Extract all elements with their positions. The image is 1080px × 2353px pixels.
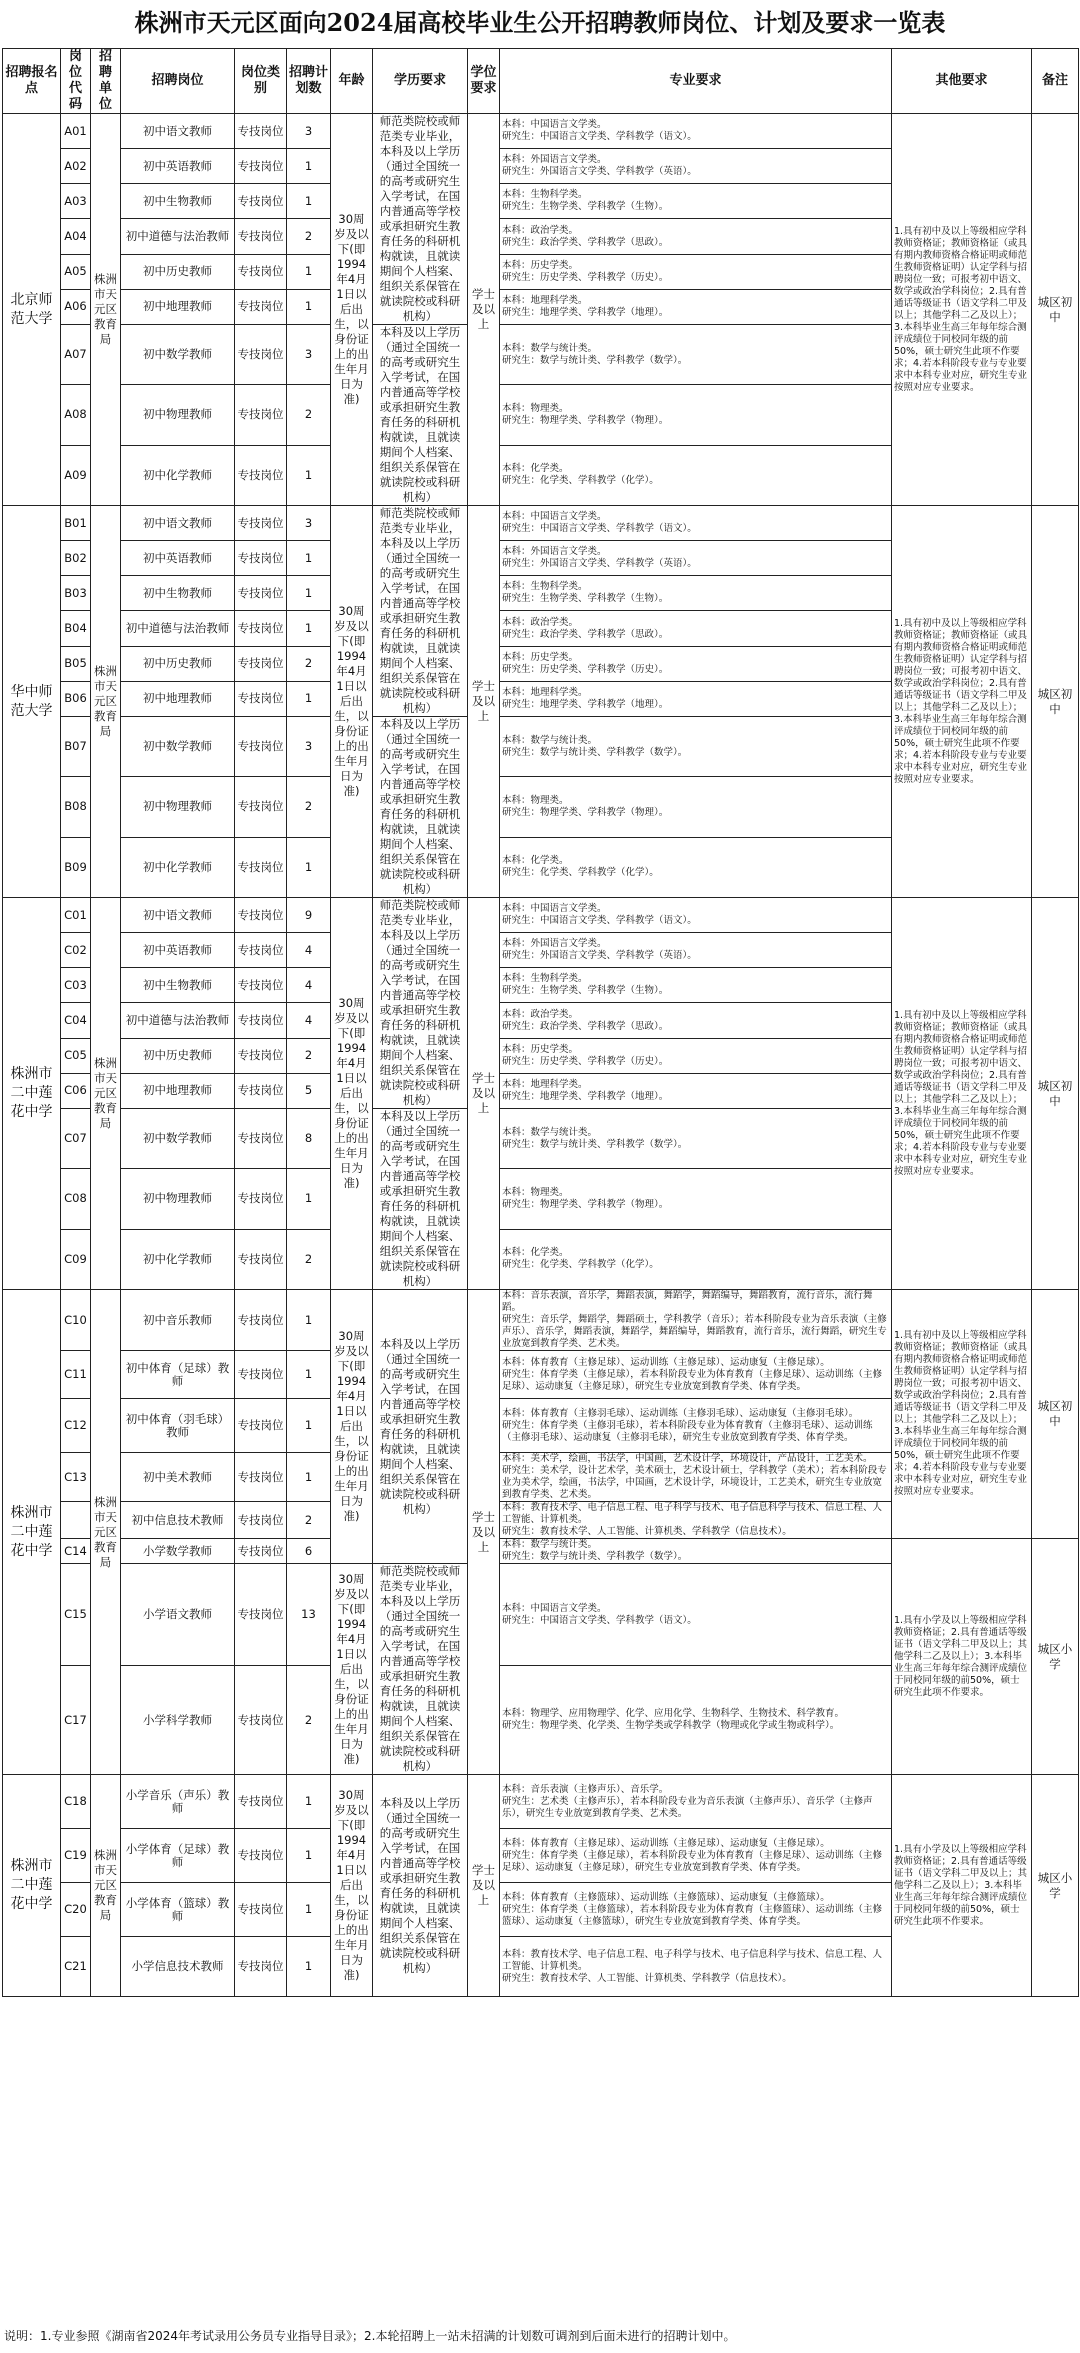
post-count: 2 — [287, 646, 331, 681]
post-count: 1 — [287, 1399, 331, 1453]
major-requirement: 本科：物理学、应用物理学、化学、应用化学、生物科学、生物技术、科学教育。 研究生：物理学类、化学类、生物学类或学科教学（物理或化学或生物或科学）。 — [500, 1666, 892, 1775]
major-requirement: 本科：中国语言文学类。 研究生：中国语言文学类、学科教学（语文）。 — [500, 114, 892, 149]
post-type: 专技岗位 — [235, 1564, 287, 1666]
post-name: 初中数学教师 — [121, 717, 235, 777]
header-edu: 学历要求 — [373, 49, 468, 114]
post-name: 小学数学教师 — [121, 1539, 235, 1564]
post-name: 初中化学教师 — [121, 837, 235, 897]
post-count: 1 — [287, 1453, 331, 1502]
post-count: 1 — [287, 184, 331, 219]
position-code: C08 — [61, 1169, 91, 1229]
dept-cell: 株洲市天元区教育局 — [91, 114, 121, 506]
post-type: 专技岗位 — [235, 968, 287, 1003]
edu-requirement: 师范类院校或师范类专业毕业，本科及以上学历（通过全国统一的高考或研究生入学考试，在国内普通高等学校或承担研究生教育任务的科研机构就读，且就读期间个人档案、组织关系保管在就读院校或科研机构） — [373, 114, 468, 325]
major-requirement: 本科：数学与统计类。 研究生：数学与统计类、学科教学（数学）。 — [500, 1539, 892, 1564]
post-name: 初中物理教师 — [121, 777, 235, 837]
post-type: 专技岗位 — [235, 149, 287, 184]
major-requirement: 本科：外国语言文学类。 研究生：外国语言文学类、学科教学（英语）。 — [500, 541, 892, 576]
major-requirement: 本科：体育教育（主修足球）、运动训练（主修足球）、运动康复（主修足球）。 研究生：体育学类（主修足球），若本科阶段专业为体育教育（主修足球）、运动训练（主修足球）、运动康复（主修足球），研究生专业放宽到教育学类、体育学类。 — [500, 1351, 892, 1399]
post-type: 专技岗位 — [235, 1229, 287, 1289]
recruitment-table — [2, 48, 1079, 1997]
post-type: 专技岗位 — [235, 114, 287, 149]
major-requirement: 本科：生物科学类。 研究生：生物学类、学科教学（生物）。 — [500, 576, 892, 611]
major-requirement: 本科：体育教育（主修足球）、运动训练（主修足球）、运动康复（主修足球）。 研究生：体育学类（主修足球），若本科阶段专业为体育教育（主修足球）、运动训练（主修足球）、运动康复（主修足球），研究生专业放宽到教育学类、体育学类。 — [500, 1829, 892, 1883]
post-name: 初中生物教师 — [121, 968, 235, 1003]
post-name: 初中美术教师 — [121, 1453, 235, 1502]
post-count: 2 — [287, 1229, 331, 1289]
major-requirement: 本科：地理科学类。 研究生：地理学类、学科教学（地理）。 — [500, 289, 892, 324]
post-name: 初中音乐教师 — [121, 1290, 235, 1351]
post-type: 专技岗位 — [235, 1453, 287, 1502]
major-requirement: 本科：政治学类。 研究生：政治学类、学科教学（思政）。 — [500, 219, 892, 254]
post-type: 专技岗位 — [235, 1775, 287, 1829]
major-requirement: 本科：历史学类。 研究生：历史学类、学科教学（历史）。 — [500, 646, 892, 681]
post-count: 1 — [287, 1290, 331, 1351]
position-code: C12 — [61, 1399, 91, 1453]
post-type: 专技岗位 — [235, 646, 287, 681]
major-requirement: 本科：化学类。 研究生：化学类、学科教学（化学）。 — [500, 445, 892, 505]
post-count: 6 — [287, 1539, 331, 1564]
post-count: 1 — [287, 837, 331, 897]
post-name: 初中数学教师 — [121, 1109, 235, 1169]
post-name: 小学信息技术教师 — [121, 1937, 235, 1997]
post-count: 4 — [287, 968, 331, 1003]
post-name: 初中地理教师 — [121, 1073, 235, 1108]
table-row — [3, 898, 1079, 933]
age-requirement: 30周岁及以下(即1994年4月1日以后出生，以身份证上的出生年月日为准) — [331, 1564, 373, 1775]
degree-requirement: 学士及以上 — [468, 1775, 500, 1997]
degree-requirement: 学士及以上 — [468, 506, 500, 898]
position-code: B08 — [61, 777, 91, 837]
post-count: 1 — [287, 1169, 331, 1229]
header-type: 岗位类别 — [235, 49, 287, 114]
position-code: C04 — [61, 1003, 91, 1038]
table-row — [3, 506, 1079, 541]
post-type: 专技岗位 — [235, 933, 287, 968]
major-requirement: 本科：外国语言文学类。 研究生：外国语言文学类、学科教学（英语）。 — [500, 149, 892, 184]
position-code: C20 — [61, 1883, 91, 1937]
position-code: C01 — [61, 898, 91, 933]
major-requirement: 本科：中国语言文学类。 研究生：中国语言文学类、学科教学（语文）。 — [500, 506, 892, 541]
major-requirement: 本科：生物科学类。 研究生：生物学类、学科教学（生物）。 — [500, 968, 892, 1003]
post-count: 2 — [287, 1502, 331, 1539]
position-code: B03 — [61, 576, 91, 611]
degree-requirement: 学士及以上 — [468, 1290, 500, 1775]
post-type: 专技岗位 — [235, 1539, 287, 1564]
post-name: 初中数学教师 — [121, 325, 235, 385]
note-cell: 城区小学 — [1032, 1539, 1079, 1775]
post-count: 1 — [287, 289, 331, 324]
position-code: C10 — [61, 1290, 91, 1351]
post-count: 3 — [287, 325, 331, 385]
post-name: 初中生物教师 — [121, 576, 235, 611]
other-requirement: 1.具有小学及以上等级相应学科教师资格证；2.具有普通话等级证书（语文学科二甲及以上；其他学科二乙及以上）；3.本科毕业生高三年每年综合测评成绩位于同校同年级的前50%，硕士研究生此项不作要求。 — [892, 1539, 1032, 1775]
post-type: 专技岗位 — [235, 1169, 287, 1229]
position-code: C11 — [61, 1351, 91, 1399]
age-requirement: 30周岁及以下(即1994年4月1日以后出生，以身份证上的出生年月日为准) — [331, 1290, 373, 1564]
post-type: 专技岗位 — [235, 1829, 287, 1883]
other-requirement: 1.具有初中及以上等级相应学科教师资格证；教师资格证（或具有期内教师资格合格证明或师范生教师资格证明）认定学科与招聘岗位一致；可报考初中语文、数学或政治学科岗位；2.具有普通话等级证书（语文学科二甲及以上；其他学科二乙及以上）；3.本科毕业生高三年每年综合测评成绩位于同校同年级的前50%，硕士研究生此项不作要求；4.若本科阶段专业与专业要求中本科专业对应，研究生专业按照对应专业要求。 — [892, 898, 1032, 1290]
school-cell: 株洲市二中莲花中学 — [3, 898, 61, 1290]
post-name: 初中体育（羽毛球）教师 — [121, 1399, 235, 1453]
school-cell: 株洲市二中莲花中学 — [3, 1290, 61, 1775]
position-code: A08 — [61, 385, 91, 445]
edu-requirement: 师范类院校或师范类专业毕业，本科及以上学历（通过全国统一的高考或研究生入学考试，在国内普通高等学校或承担研究生教育任务的科研机构就读，且就读期间个人档案、组织关系保管在就读院校或科研机构） — [373, 898, 468, 1109]
post-count: 1 — [287, 1937, 331, 1997]
header-degree: 学位要求 — [468, 49, 500, 114]
post-name: 初中道德与法治教师 — [121, 219, 235, 254]
post-count: 3 — [287, 717, 331, 777]
post-name: 小学体育（足球）教师 — [121, 1829, 235, 1883]
header-major: 专业要求 — [500, 49, 892, 114]
position-code: C19 — [61, 1829, 91, 1883]
page-title: 株洲市天元区面向2024届高校毕业生公开招聘教师岗位、计划及要求一览表 — [134, 8, 946, 37]
position-code: C03 — [61, 968, 91, 1003]
major-requirement: 本科：物理类。 研究生：物理学类、学科教学（物理）。 — [500, 385, 892, 445]
major-requirement: 本科：教育技术学、电子信息工程、电子科学与技术、电子信息科学与技术、信息工程、人工智能、计算机类。 研究生：教育技术学、人工智能、计算机类、学科教学（信息技术）。 — [500, 1502, 892, 1539]
age-requirement: 30周岁及以下(即1994年4月1日以后出生，以身份证上的出生年月日为准) — [331, 114, 373, 506]
post-count: 9 — [287, 898, 331, 933]
post-type: 专技岗位 — [235, 385, 287, 445]
post-name: 小学科学教师 — [121, 1666, 235, 1775]
edu-requirement: 本科及以上学历（通过全国统一的高考或研究生入学考试，在国内普通高等学校或承担研究生教育任务的科研机构就读，且就读期间个人档案、组织关系保管在就读院校或科研机构） — [373, 717, 468, 898]
other-requirement: 1.具有小学及以上等级相应学科教师资格证；2.具有普通话等级证书（语文学科二甲及以上；其他学科二乙及以上）；3.本科毕业生高三年每年综合测评成绩位于同校同年级的前50%，硕士研究生此项不作要求。 — [892, 1775, 1032, 1997]
post-type: 专技岗位 — [235, 717, 287, 777]
position-code: C09 — [61, 1229, 91, 1289]
position-code: A03 — [61, 184, 91, 219]
major-requirement: 本科：中国语言文学类。 研究生：中国语言文学类、学科教学（语文）。 — [500, 898, 892, 933]
major-requirement: 本科：美术学，绘画，书法学，中国画，艺术设计学，环境设计，产品设计，工艺美术。 研究生：美术学，设计艺术学，美术硕士，艺术设计硕士，学科教学（美术）；若本科阶段专业为美术学，绘画，书法学，中国画，艺术设计学，环境设计，工艺美术，研究生专业放宽到教育学类、艺术类。 — [500, 1453, 892, 1502]
post-type: 专技岗位 — [235, 1666, 287, 1775]
post-type: 专技岗位 — [235, 576, 287, 611]
school-cell: 株洲市二中莲花中学 — [3, 1775, 61, 1997]
major-requirement: 本科：数学与统计类。 研究生：数学与统计类、学科教学（数学）。 — [500, 325, 892, 385]
post-name: 初中英语教师 — [121, 149, 235, 184]
post-count: 1 — [287, 445, 331, 505]
post-type: 专技岗位 — [235, 289, 287, 324]
position-code: A01 — [61, 114, 91, 149]
post-type: 专技岗位 — [235, 325, 287, 385]
edu-requirement: 本科及以上学历（通过全国统一的高考或研究生入学考试，在国内普通高等学校或承担研究生教育任务的科研机构就读，且就读期间个人档案、组织关系保管在就读院校或科研机构） — [373, 1109, 468, 1290]
post-count: 2 — [287, 777, 331, 837]
position-code: B06 — [61, 681, 91, 716]
post-name: 初中信息技术教师 — [121, 1502, 235, 1539]
post-count: 1 — [287, 149, 331, 184]
header-school: 招聘报名点 — [3, 49, 61, 114]
position-code: C14 — [61, 1539, 91, 1564]
major-requirement: 本科：物理类。 研究生：物理学类、学科教学（物理）。 — [500, 777, 892, 837]
post-name: 初中物理教师 — [121, 1169, 235, 1229]
edu-requirement: 本科及以上学历（通过全国统一的高考或研究生入学考试，在国内普通高等学校或承担研究生教育任务的科研机构就读，且就读期间个人档案、组织关系保管在就读院校或科研机构） — [373, 1290, 468, 1564]
major-requirement: 本科：化学类。 研究生：化学类、学科教学（化学）。 — [500, 837, 892, 897]
post-name: 初中物理教师 — [121, 385, 235, 445]
header-row — [3, 49, 1079, 114]
header-note: 备注 — [1032, 49, 1079, 114]
post-type: 专技岗位 — [235, 1290, 287, 1351]
major-requirement: 本科：历史学类。 研究生：历史学类、学科教学（历史）。 — [500, 1038, 892, 1073]
major-requirement: 本科：数学与统计类。 研究生：数学与统计类、学科教学（数学）。 — [500, 1109, 892, 1169]
post-type: 专技岗位 — [235, 1109, 287, 1169]
post-name: 小学音乐（声乐）教师 — [121, 1775, 235, 1829]
major-requirement: 本科：音乐表演（主修声乐）、音乐学。 研究生：艺术类（主修声乐），若本科阶段专业为音乐表演（主修声乐）、音乐学（主修声乐），研究生专业放宽到教育学类、艺术类。 — [500, 1775, 892, 1829]
post-type: 专技岗位 — [235, 1038, 287, 1073]
post-name: 初中历史教师 — [121, 646, 235, 681]
other-requirement: 1.具有初中及以上等级相应学科教师资格证；教师资格证（或具有期内教师资格合格证明或师范生教师资格证明）认定学科与招聘岗位一致；可报考初中语文、数学或政治学科岗位；2.具有普通话等级证书（语文学科二甲及以上；其他学科二乙及以上）；3.本科毕业生高三年每年综合测评成绩位于同校同年级的前50%，硕士研究生此项不作要求；4.若本科阶段专业与专业要求中本科专业对应，研究生专业按照对应专业要求。 — [892, 114, 1032, 506]
footnote: 说明：1.专业参照《湖南省2024年考试录用公务员专业指导目录》；2.本轮招聘上一站未招满的计划数可调剂到后面未进行的招聘计划中。 — [4, 2329, 736, 2343]
note-cell: 城区小学 — [1032, 1775, 1079, 1997]
major-requirement: 本科：外国语言文学类。 研究生：外国语言文学类、学科教学（英语）。 — [500, 933, 892, 968]
position-code: C13 — [61, 1453, 91, 1502]
post-type: 专技岗位 — [235, 898, 287, 933]
degree-requirement: 学士及以上 — [468, 898, 500, 1290]
post-type: 专技岗位 — [235, 681, 287, 716]
post-name: 初中历史教师 — [121, 1038, 235, 1073]
post-count: 1 — [287, 1775, 331, 1829]
position-code: A07 — [61, 325, 91, 385]
position-code — [61, 1502, 91, 1539]
header-dept: 招聘单位 — [91, 49, 121, 114]
post-name: 小学体育（篮球）教师 — [121, 1883, 235, 1937]
position-code: B05 — [61, 646, 91, 681]
post-name: 初中语文教师 — [121, 506, 235, 541]
post-type: 专技岗位 — [235, 837, 287, 897]
header-post: 招聘岗位 — [121, 49, 235, 114]
post-type: 专技岗位 — [235, 1883, 287, 1937]
post-name: 初中语文教师 — [121, 898, 235, 933]
post-count: 1 — [287, 541, 331, 576]
note-cell: 城区初中 — [1032, 1290, 1079, 1539]
post-count: 2 — [287, 219, 331, 254]
header-code: 岗位代码 — [61, 49, 91, 114]
major-requirement: 本科：地理科学类。 研究生：地理学类、学科教学（地理）。 — [500, 1073, 892, 1108]
major-requirement: 本科：音乐表演，音乐学，舞蹈表演，舞蹈学，舞蹈编导，舞蹈教育，流行音乐，流行舞蹈。 研究生：音乐学，舞蹈学，舞蹈硕士，学科教学（音乐）；若本科阶段专业为音乐表演（主修声乐）、音乐学，舞蹈表演，舞蹈学，舞蹈编导，舞蹈教育，流行音乐，流行舞蹈，研究生专业放宽到教育学类、艺术类。 — [500, 1290, 892, 1351]
major-requirement: 本科：政治学类。 研究生：政治学类、学科教学（思政）。 — [500, 611, 892, 646]
header-count: 招聘计划数 — [287, 49, 331, 114]
degree-requirement: 学士及以上 — [468, 114, 500, 506]
position-code: C21 — [61, 1937, 91, 1997]
table-row — [3, 114, 1079, 149]
post-type: 专技岗位 — [235, 777, 287, 837]
post-type: 专技岗位 — [235, 541, 287, 576]
post-name: 初中地理教师 — [121, 289, 235, 324]
major-requirement: 本科：中国语言文学类。 研究生：中国语言文学类、学科教学（语文）。 — [500, 1564, 892, 1666]
major-requirement: 本科：体育教育（主修篮球）、运动训练（主修篮球）、运动康复（主修篮球）。 研究生：体育学类（主修篮球），若本科阶段专业为体育教育（主修篮球）、运动训练（主修篮球）、运动康复（主修篮球），研究生专业放宽到教育学类、体育学类。 — [500, 1883, 892, 1937]
post-type: 专技岗位 — [235, 1502, 287, 1539]
school-cell: 北京师范大学 — [3, 114, 61, 506]
post-name: 初中道德与法治教师 — [121, 611, 235, 646]
post-count: 1 — [287, 576, 331, 611]
position-code: A06 — [61, 289, 91, 324]
dept-cell: 株洲市天元区教育局 — [91, 1775, 121, 1997]
major-requirement: 本科：政治学类。 研究生：政治学类、学科教学（思政）。 — [500, 1003, 892, 1038]
post-type: 专技岗位 — [235, 254, 287, 289]
post-count: 1 — [287, 611, 331, 646]
post-type: 专技岗位 — [235, 184, 287, 219]
major-requirement: 本科：教育技术学、电子信息工程、电子科学与技术、电子信息科学与技术、信息工程、人工智能、计算机类。 研究生：教育技术学、人工智能、计算机类、学科教学（信息技术）。 — [500, 1937, 892, 1997]
position-code: A09 — [61, 445, 91, 505]
note-cell: 城区初中 — [1032, 898, 1079, 1290]
post-count: 1 — [287, 254, 331, 289]
header-age: 年龄 — [331, 49, 373, 114]
table-row — [3, 1290, 1079, 1351]
school-cell: 华中师范大学 — [3, 506, 61, 898]
age-requirement: 30周岁及以下(即1994年4月1日以后出生，以身份证上的出生年月日为准) — [331, 1775, 373, 1997]
post-type: 专技岗位 — [235, 1003, 287, 1038]
post-type: 专技岗位 — [235, 1937, 287, 1997]
post-type: 专技岗位 — [235, 1351, 287, 1399]
edu-requirement: 师范类院校或师范类专业毕业，本科及以上学历（通过全国统一的高考或研究生入学考试，在国内普通高等学校或承担研究生教育任务的科研机构就读，且就读期间个人档案、组织关系保管在就读院校或科研机构） — [373, 1564, 468, 1775]
table-row — [3, 1539, 1079, 1564]
dept-cell: 株洲市天元区教育局 — [91, 898, 121, 1290]
post-count: 3 — [287, 114, 331, 149]
post-type: 专技岗位 — [235, 506, 287, 541]
position-code: A04 — [61, 219, 91, 254]
post-count: 2 — [287, 1666, 331, 1775]
post-count: 1 — [287, 1351, 331, 1399]
post-name: 初中语文教师 — [121, 114, 235, 149]
edu-requirement: 本科及以上学历（通过全国统一的高考或研究生入学考试，在国内普通高等学校或承担研究生教育任务的科研机构就读，且就读期间个人档案、组织关系保管在就读院校或科研机构） — [373, 325, 468, 506]
position-code: C06 — [61, 1073, 91, 1108]
post-count: 4 — [287, 933, 331, 968]
post-type: 专技岗位 — [235, 611, 287, 646]
position-code: C02 — [61, 933, 91, 968]
age-requirement: 30周岁及以下(即1994年4月1日以后出生，以身份证上的出生年月日为准) — [331, 506, 373, 898]
post-name: 初中化学教师 — [121, 1229, 235, 1289]
post-count: 2 — [287, 385, 331, 445]
major-requirement: 本科：历史学类。 研究生：历史学类、学科教学（历史）。 — [500, 254, 892, 289]
table-row — [3, 1775, 1079, 1829]
age-requirement: 30周岁及以下(即1994年4月1日以后出生，以身份证上的出生年月日为准) — [331, 898, 373, 1290]
note-cell: 城区初中 — [1032, 506, 1079, 898]
position-code: C05 — [61, 1038, 91, 1073]
post-count: 4 — [287, 1003, 331, 1038]
other-requirement: 1.具有初中及以上等级相应学科教师资格证；教师资格证（或具有期内教师资格合格证明或师范生教师资格证明）认定学科与招聘岗位一致；可报考初中语文、数学或政治学科岗位；2.具有普通话等级证书（语文学科二甲及以上；其他学科二乙及以上）；3.本科毕业生高三年每年综合测评成绩位于同校同年级的前50%，硕士研究生此项不作要求；4.若本科阶段专业与专业要求中本科专业对应，研究生专业按照对应专业要求。 — [892, 506, 1032, 898]
post-count: 2 — [287, 1038, 331, 1073]
post-name: 初中英语教师 — [121, 541, 235, 576]
major-requirement: 本科：化学类。 研究生：化学类、学科教学（化学）。 — [500, 1229, 892, 1289]
major-requirement: 本科：数学与统计类。 研究生：数学与统计类、学科教学（数学）。 — [500, 717, 892, 777]
edu-requirement: 师范类院校或师范类专业毕业，本科及以上学历（通过全国统一的高考或研究生入学考试，在国内普通高等学校或承担研究生教育任务的科研机构就读，且就读期间个人档案、组织关系保管在就读院校或科研机构） — [373, 506, 468, 717]
major-requirement: 本科：地理科学类。 研究生：地理学类、学科教学（地理）。 — [500, 681, 892, 716]
post-type: 专技岗位 — [235, 445, 287, 505]
post-count: 13 — [287, 1564, 331, 1666]
position-code: C07 — [61, 1109, 91, 1169]
post-count: 8 — [287, 1109, 331, 1169]
position-code: B04 — [61, 611, 91, 646]
post-count: 3 — [287, 506, 331, 541]
major-requirement: 本科：生物科学类。 研究生：生物学类、学科教学（生物）。 — [500, 184, 892, 219]
edu-requirement: 本科及以上学历（通过全国统一的高考或研究生入学考试，在国内普通高等学校或承担研究生教育任务的科研机构就读，且就读期间个人档案、组织关系保管在就读院校或科研机构） — [373, 1775, 468, 1997]
post-name: 初中历史教师 — [121, 254, 235, 289]
post-type: 专技岗位 — [235, 1399, 287, 1453]
major-requirement: 本科：物理类。 研究生：物理学类、学科教学（物理）。 — [500, 1169, 892, 1229]
note-cell: 城区初中 — [1032, 114, 1079, 506]
position-code: A02 — [61, 149, 91, 184]
post-name: 初中道德与法治教师 — [121, 1003, 235, 1038]
dept-cell: 株洲市天元区教育局 — [91, 506, 121, 898]
major-requirement: 本科：体育教育（主修羽毛球）、运动训练（主修羽毛球）、运动康复（主修羽毛球）。 研究生：体育学类（主修羽毛球），若本科阶段专业为体育教育（主修羽毛球）、运动训练（主修羽毛球）、运动康复（主修羽毛球），研究生专业放宽到教育学类、体育学类。 — [500, 1399, 892, 1453]
post-count: 1 — [287, 1883, 331, 1937]
post-name: 初中体育（足球）教师 — [121, 1351, 235, 1399]
position-code: B07 — [61, 717, 91, 777]
position-code: C15 — [61, 1564, 91, 1666]
post-type: 专技岗位 — [235, 1073, 287, 1108]
post-name: 初中化学教师 — [121, 445, 235, 505]
post-name: 初中英语教师 — [121, 933, 235, 968]
other-requirement: 1.具有初中及以上等级相应学科教师资格证；教师资格证（或具有期内教师资格合格证明或师范生教师资格证明）认定学科与招聘岗位一致；可报考初中语文、数学或政治学科岗位；2.具有普通话等级证书（语文学科二甲及以上；其他学科二乙及以上）；3.本科毕业生高三年每年综合测评成绩位于同校同年级的前50%，硕士研究生此项不作要求；4.若本科阶段专业与专业要求中本科专业对应，研究生专业按照对应专业要求。 — [892, 1290, 1032, 1539]
post-count: 5 — [287, 1073, 331, 1108]
post-type: 专技岗位 — [235, 219, 287, 254]
position-code: C17 — [61, 1666, 91, 1775]
post-name: 初中地理教师 — [121, 681, 235, 716]
position-code: B02 — [61, 541, 91, 576]
header-other: 其他要求 — [892, 49, 1032, 114]
post-name: 小学语文教师 — [121, 1564, 235, 1666]
post-count: 1 — [287, 681, 331, 716]
position-code: A05 — [61, 254, 91, 289]
position-code: B09 — [61, 837, 91, 897]
position-code: C18 — [61, 1775, 91, 1829]
position-code: B01 — [61, 506, 91, 541]
post-name: 初中生物教师 — [121, 184, 235, 219]
post-count: 1 — [287, 1829, 331, 1883]
dept-cell: 株洲市天元区教育局 — [91, 1290, 121, 1775]
